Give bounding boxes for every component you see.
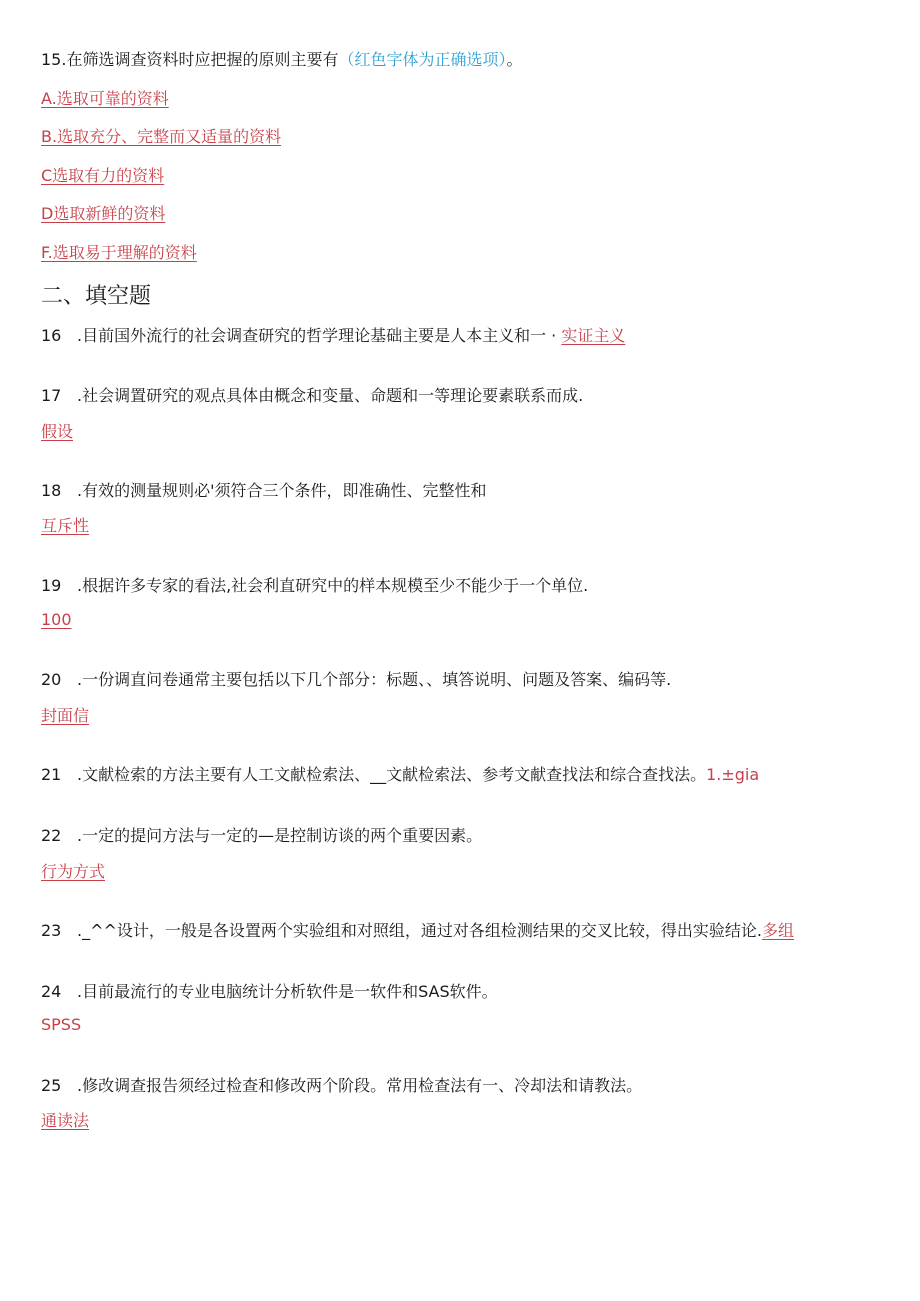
question-number: 16	[41, 326, 62, 345]
question-text: .根据许多专家的看法,社会利直研究中的样本规模至少不能少于一个单位.	[77, 576, 589, 595]
question-text: .一定的提问方法与一定的—是控制访谈的两个重要因素。	[77, 826, 483, 845]
question-number: 21	[41, 765, 62, 784]
q15-option-a: A.选取可靠的资料	[41, 89, 169, 108]
question-24	[41, 981, 498, 1003]
question-18	[41, 480, 487, 502]
answer-20: 封面信	[41, 706, 90, 725]
answer-22: 行为方式	[41, 862, 106, 881]
question-text: ._^^设计，一般是各设置两个实验组和对照组，通过对各组检测结果的交叉比较，得出实验结论.	[77, 921, 762, 940]
question-text: .目前最流行的专业电脑统计分析软件是一软件和SAS软件。	[77, 982, 498, 1001]
question-text: .修改调查报告须经过检查和修改两个阶段。常用检查法有一、冷却法和请教法。	[77, 1076, 643, 1095]
question-number: 24	[41, 982, 62, 1001]
question-19	[41, 575, 588, 597]
question-number: 19	[41, 576, 62, 595]
question-number: 22	[41, 826, 62, 845]
question-text: .文献检索的方法主要有人工文献检索法、__文献检索法、参考文献查找法和综合查找法。	[77, 765, 707, 784]
answer-17: 假设	[41, 422, 74, 441]
q15-option-b: B.选取充分、完整而又适量的资料	[41, 127, 282, 146]
answer: 1.±gia	[706, 765, 760, 784]
question-text: .社会调置研究的观点具体由概念和变量、命题和一等理论要素联系而成.	[77, 386, 584, 405]
question-number: 17	[41, 386, 62, 405]
question-text: .有效的测量规则必'须符合三个条件，即准确性、完整性和	[77, 481, 487, 500]
question-text: .目前国外流行的社会调查研究的哲学理论基础主要是人本主义和一 ·	[77, 326, 562, 345]
q15-hint: （红色字体为正确选项）	[338, 50, 507, 69]
question-text: .一份调直问卷通常主要包括以下几个部分：标题、、填答说明、问题及答案、编码等.	[77, 670, 672, 689]
answer: 多组	[762, 921, 795, 940]
question-16	[41, 325, 625, 347]
q15-option-d: D选取新鲜的资料	[41, 204, 166, 223]
question-number: 25	[41, 1076, 62, 1095]
question-25	[41, 1075, 642, 1097]
answer-25: 通读法	[41, 1111, 90, 1130]
question-number: 18	[41, 481, 62, 500]
answer-19: 100	[41, 610, 72, 629]
question-number: 20	[41, 670, 62, 689]
q15-option-c: C选取有力的资料	[41, 166, 165, 185]
question-22	[41, 825, 482, 847]
answer-24: SPSS	[41, 1015, 82, 1034]
q15-option-f: F.选取易于理解的资料	[41, 243, 197, 262]
q15-question	[41, 49, 522, 71]
question-17	[41, 385, 583, 407]
q15-question-text: 15.在筛选调查资料时应把握的原则主要有	[41, 50, 339, 69]
answer-18: 互斥性	[41, 516, 90, 535]
question-number: 23	[41, 921, 62, 940]
question-23	[41, 920, 794, 942]
question-21	[41, 764, 759, 786]
section-title: 二、填空题	[41, 284, 152, 309]
q15-tail: 。	[506, 50, 523, 69]
question-20	[41, 669, 671, 691]
answer: 实证主义	[561, 326, 626, 345]
